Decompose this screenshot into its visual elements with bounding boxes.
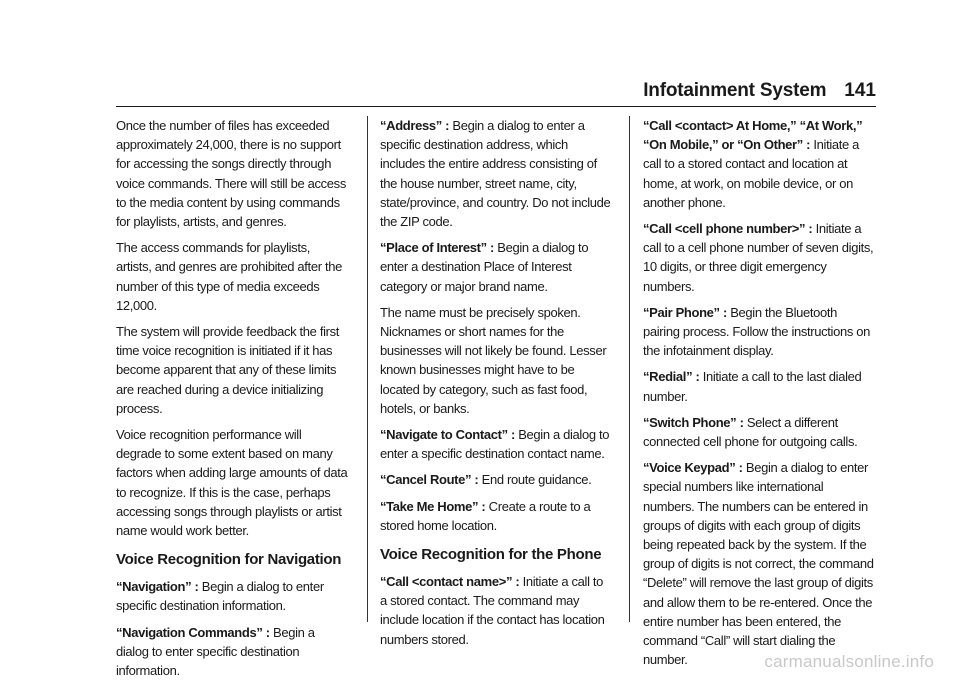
paragraph: The name must be precisely spoken. Nicknames or short names for the businesses will not likely be found. Lesser known businesses might have to be located by category, such as fast food, hotels, or banks. [380,304,607,416]
command-desc: Select a different connected cell phone for outgoing calls. [643,414,858,450]
command-desc: Begin a dialog to enter special numbers like international numbers. The numbers can be entered in groups of digits with each group of digits being repeated back by the system. If the group of digits is not correct, the command “Delete” will remove the last group of digits and allow them to be re-entered. Once the entire number has been entered, the command “Call” will start dialing the number. [643,460,874,668]
column-1 [116,116,348,687]
column-2 [380,116,612,656]
command-term: “Call <contact> At Home,” “At Work,” “On Mobile,” or “On Other” : [643,118,863,153]
command-entry [643,303,875,361]
command-desc: Initiate a call to a stored contact and location at home, at work, on mobile device, or on another phone. [643,137,860,210]
watermark: carmanualsonline.info [764,652,934,671]
command-term: “Navigation Commands” : [116,624,270,640]
column-divider-1 [367,116,368,622]
paragraph: Voice recognition performance will degrade to some extent based on many factors when adding large amounts of data to recognize. If this is the case, perhaps accessing songs through playlists or artist name would work better. [116,427,348,539]
command-term: “Call <cell phone number>” : [643,221,813,237]
command-desc: Create a route to a stored home location. [380,498,591,533]
command-desc: Begin a dialog to enter a specific destination address, which includes the entire address consisting of the house number, street name, city, state/province, and country. Do not include the ZIP code. [380,118,611,230]
command-desc: Begin a dialog to enter a destination Place of Interest category or major brand name. [380,240,589,294]
command-term: “Call <contact name>” : [380,574,520,590]
command-term: “Pair Phone” : [643,304,727,320]
command-entry [380,116,612,231]
command-desc: Begin the Bluetooth pairing process. Follow the instructions on the infotainment display. [643,304,871,359]
command-entry [116,623,348,681]
command-entry [643,458,875,669]
command-term: “Address” : [380,118,450,133]
command-term: “Navigate to Contact” : [380,427,515,443]
command-term: “Switch Phone” : [643,414,744,430]
command-term: “Redial” : [643,369,700,385]
command-term: “Place of Interest” : [380,240,495,256]
page-header [643,80,876,102]
command-term: “Navigation” : [116,579,199,595]
heading-navigation: Voice Recognition for Navigation [116,551,342,569]
command-entry [643,367,875,405]
command-desc: Initiate a call to the last dialed number. [643,369,862,404]
command-desc: Initiate a call to a cell phone number of seven digits, 10 digits, or three digit emergency numbers. [643,221,874,294]
command-desc: Begin a dialog to enter specific destination information. [116,624,315,679]
paragraph: Once the number of files has exceeded approximately 24,000, there is no support for accessing the songs directly through voice commands. There will still be access to the media content by using commands for playlists, artists, and genres. [116,118,346,230]
command-term: “Cancel Route” : [380,472,479,488]
section-title: Infotainment System [643,80,827,101]
command-desc: Begin a dialog to enter a specific destination contact name. [380,427,610,462]
column-3 [643,116,875,676]
page-number: 141 [844,80,876,101]
command-entry [643,219,875,296]
command-entry [380,238,612,296]
command-entry [380,425,612,463]
paragraph: The access commands for playlists, artists, and genres are prohibited after the number of this type of media exceeds 12,000. [116,240,342,313]
command-entry [116,577,348,615]
command-entry [643,116,875,212]
command-desc: Begin a dialog to enter specific destination information. [116,579,324,614]
command-term: “Take Me Home” : [380,498,486,514]
column-divider-2 [629,116,630,622]
header-rule [116,106,876,107]
heading-phone: Voice Recognition for the Phone [380,546,602,564]
command-entry [643,413,875,451]
command-entry [380,470,612,489]
command-term: “Voice Keypad” : [643,460,743,476]
command-entry [380,497,612,535]
command-entry [380,572,612,649]
command-desc: End route guidance. [478,472,592,488]
paragraph: The system will provide feedback the first time voice recognition is initiated if it has become apparent that any of these limits are reached during a device initializing process. [116,324,340,416]
command-desc: Initiate a call to a stored contact. The command may include location if the contact has location numbers stored. [380,574,605,647]
